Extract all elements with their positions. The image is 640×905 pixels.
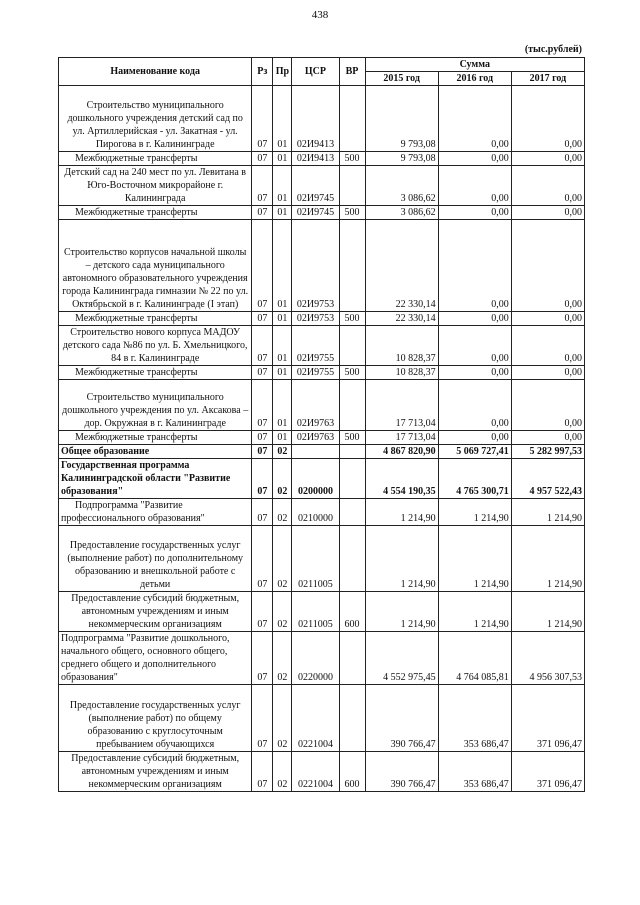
row-rz: 07 — [252, 206, 273, 220]
row-csr: 0211005 — [292, 592, 339, 632]
header-vr: ВР — [339, 58, 365, 86]
row-2017: 0,00 — [511, 366, 584, 380]
table-row — [59, 312, 585, 326]
header-name: Наименование кода — [59, 58, 252, 86]
row-2015: 9 793,08 — [365, 86, 438, 152]
table-row — [59, 152, 585, 166]
row-name: Предоставление государственных услуг (выполнение работ) по дополнительному образованию и внешкольной работе с детьми — [59, 526, 252, 592]
row-2017: 371 096,47 — [511, 752, 584, 792]
row-2017: 4 956 307,53 — [511, 632, 584, 685]
row-vr: 500 — [339, 431, 365, 445]
row-vr — [339, 86, 365, 152]
row-rz: 07 — [252, 459, 273, 499]
row-csr: 02И9745 — [292, 206, 339, 220]
header-rz: Рз — [252, 58, 273, 86]
row-vr: 500 — [339, 206, 365, 220]
row-vr — [339, 632, 365, 685]
row-pr: 02 — [273, 752, 292, 792]
budget-table — [58, 57, 585, 792]
row-rz: 07 — [252, 312, 273, 326]
table-row — [59, 459, 585, 499]
row-pr: 01 — [273, 152, 292, 166]
row-name: Строительство нового корпуса МАДОУ детского сада №86 по ул. Б. Хмельницкого, 84 в г. Калининграде — [59, 326, 252, 366]
row-2016: 0,00 — [438, 431, 511, 445]
row-2017: 371 096,47 — [511, 685, 584, 752]
table-row — [59, 166, 585, 206]
row-2017: 0,00 — [511, 220, 584, 312]
row-csr: 02И9763 — [292, 431, 339, 445]
table-row — [59, 445, 585, 459]
row-pr: 01 — [273, 366, 292, 380]
row-pr: 02 — [273, 499, 292, 526]
row-2017: 0,00 — [511, 86, 584, 152]
row-2017: 5 282 997,53 — [511, 445, 584, 459]
row-2017: 4 957 522,43 — [511, 459, 584, 499]
header-2017: 2017 год — [511, 72, 584, 86]
row-csr: 02И9755 — [292, 326, 339, 366]
row-pr: 01 — [273, 380, 292, 431]
row-pr: 01 — [273, 220, 292, 312]
row-rz: 07 — [252, 632, 273, 685]
row-rz: 07 — [252, 445, 273, 459]
header-csr: ЦСР — [292, 58, 339, 86]
row-pr: 02 — [273, 632, 292, 685]
row-name: Межбюджетные трансферты — [59, 152, 252, 166]
header-sum: Сумма — [365, 58, 584, 72]
row-pr: 01 — [273, 166, 292, 206]
row-vr: 500 — [339, 312, 365, 326]
row-2016: 1 214,90 — [438, 499, 511, 526]
row-pr: 02 — [273, 526, 292, 592]
row-pr: 01 — [273, 326, 292, 366]
page-number: 438 — [311, 9, 329, 21]
header-2016: 2016 год — [438, 72, 511, 86]
row-rz: 07 — [252, 380, 273, 431]
row-2016: 1 214,90 — [438, 526, 511, 592]
row-csr: 0211005 — [292, 526, 339, 592]
row-rz: 07 — [252, 366, 273, 380]
row-pr: 02 — [273, 459, 292, 499]
row-rz: 07 — [252, 752, 273, 792]
row-rz: 07 — [252, 326, 273, 366]
row-name: Общее образование — [59, 445, 252, 459]
row-csr — [292, 445, 339, 459]
row-name: Межбюджетные трансферты — [59, 206, 252, 220]
row-name: Предоставление государственных услуг (выполнение работ) по общему образованию с круглосуточным пребыванием обучающихся — [59, 685, 252, 752]
row-pr: 01 — [273, 431, 292, 445]
table-row — [59, 752, 585, 792]
row-vr: 600 — [339, 752, 365, 792]
row-2017: 0,00 — [511, 312, 584, 326]
row-name: Строительство муниципального дошкольного учреждения детский сад по ул. Артиллерийская - ул. Закатная - ул. Пирогова в г. Калининграде — [59, 86, 252, 152]
row-name: Государственная программа Калининградской области "Развитие образования" — [59, 459, 252, 499]
row-vr — [339, 685, 365, 752]
row-2015: 17 713,04 — [365, 431, 438, 445]
row-2016: 1 214,90 — [438, 592, 511, 632]
header-pr: Пр — [273, 58, 292, 86]
row-name: Межбюджетные трансферты — [59, 312, 252, 326]
row-2016: 4 765 300,71 — [438, 459, 511, 499]
table-row — [59, 326, 585, 366]
row-2015: 3 086,62 — [365, 206, 438, 220]
row-2016: 5 069 727,41 — [438, 445, 511, 459]
row-2015: 9 793,08 — [365, 152, 438, 166]
row-2015: 22 330,14 — [365, 312, 438, 326]
row-2017: 0,00 — [511, 326, 584, 366]
row-2016: 0,00 — [438, 380, 511, 431]
row-2015: 390 766,47 — [365, 752, 438, 792]
table-row — [59, 685, 585, 752]
row-name: Предоставление субсидий бюджетным, автономным учреждениям и иным некоммерческим организациям — [59, 752, 252, 792]
row-2016: 0,00 — [438, 152, 511, 166]
row-csr: 0221004 — [292, 752, 339, 792]
row-pr: 01 — [273, 86, 292, 152]
row-2017: 0,00 — [511, 152, 584, 166]
table-row — [59, 86, 585, 152]
row-rz: 07 — [252, 592, 273, 632]
row-csr: 0210000 — [292, 499, 339, 526]
row-csr: 02И9413 — [292, 86, 339, 152]
row-rz: 07 — [252, 166, 273, 206]
row-2016: 4 764 085,81 — [438, 632, 511, 685]
row-name: Детский сад на 240 мест по ул. Левитана в Юго-Восточном микрорайоне г. Калининграда — [59, 166, 252, 206]
row-pr: 02 — [273, 685, 292, 752]
row-2016: 0,00 — [438, 166, 511, 206]
row-vr — [339, 459, 365, 499]
row-vr: 600 — [339, 592, 365, 632]
row-2017: 0,00 — [511, 431, 584, 445]
row-2016: 0,00 — [438, 206, 511, 220]
row-csr: 0221004 — [292, 685, 339, 752]
row-vr — [339, 166, 365, 206]
row-pr: 02 — [273, 592, 292, 632]
table-row — [59, 499, 585, 526]
row-csr: 0220000 — [292, 632, 339, 685]
row-2016: 0,00 — [438, 366, 511, 380]
table-row — [59, 220, 585, 312]
row-vr — [339, 499, 365, 526]
row-2017: 0,00 — [511, 206, 584, 220]
row-name: Подпрограмма "Развитие дошкольного, начального общего, основного общего, среднего общего и дополнительного образования" — [59, 632, 252, 685]
row-rz: 07 — [252, 220, 273, 312]
row-2017: 1 214,90 — [511, 592, 584, 632]
row-name: Строительство муниципального дошкольного учреждения по ул. Аксакова – дор. Окружная в г. Калининграде — [59, 380, 252, 431]
row-vr — [339, 445, 365, 459]
row-csr: 02И9763 — [292, 380, 339, 431]
table-row — [59, 366, 585, 380]
row-csr: 02И9753 — [292, 220, 339, 312]
row-vr — [339, 326, 365, 366]
row-2015: 22 330,14 — [365, 220, 438, 312]
row-2015: 1 214,90 — [365, 592, 438, 632]
row-csr: 02И9745 — [292, 166, 339, 206]
row-2016: 0,00 — [438, 312, 511, 326]
row-rz: 07 — [252, 152, 273, 166]
row-name: Строительство корпусов начальной школы – детского сада муниципального автономного образовательного учреждения города Калининграда гимназии № 22 по ул. Октябрьской в г. Калининграде (I этап) — [59, 220, 252, 312]
row-2015: 4 867 820,90 — [365, 445, 438, 459]
row-csr: 02И9413 — [292, 152, 339, 166]
row-pr: 01 — [273, 206, 292, 220]
unit-label: (тыс.рублей) — [524, 44, 582, 55]
row-name: Межбюджетные трансферты — [59, 431, 252, 445]
row-2017: 0,00 — [511, 380, 584, 431]
row-2015: 10 828,37 — [365, 326, 438, 366]
row-2015: 4 552 975,45 — [365, 632, 438, 685]
row-2015: 4 554 190,35 — [365, 459, 438, 499]
table-row — [59, 431, 585, 445]
row-csr: 02И9755 — [292, 366, 339, 380]
table-row — [59, 206, 585, 220]
row-vr: 500 — [339, 152, 365, 166]
row-2016: 353 686,47 — [438, 752, 511, 792]
table-row — [59, 380, 585, 431]
row-2015: 390 766,47 — [365, 685, 438, 752]
row-2015: 1 214,90 — [365, 499, 438, 526]
row-2016: 0,00 — [438, 326, 511, 366]
table-row — [59, 632, 585, 685]
row-2015: 10 828,37 — [365, 366, 438, 380]
row-csr: 0200000 — [292, 459, 339, 499]
header-2015: 2015 год — [365, 72, 438, 86]
row-vr: 500 — [339, 366, 365, 380]
row-2015: 3 086,62 — [365, 166, 438, 206]
row-rz: 07 — [252, 526, 273, 592]
row-name: Межбюджетные трансферты — [59, 366, 252, 380]
row-rz: 07 — [252, 499, 273, 526]
row-2017: 1 214,90 — [511, 499, 584, 526]
row-name: Подпрограмма "Развитие профессионального образования" — [59, 499, 252, 526]
table-row — [59, 592, 585, 632]
row-2017: 1 214,90 — [511, 526, 584, 592]
row-pr: 02 — [273, 445, 292, 459]
row-rz: 07 — [252, 86, 273, 152]
table-row — [59, 526, 585, 592]
row-2015: 1 214,90 — [365, 526, 438, 592]
row-vr — [339, 526, 365, 592]
row-2016: 0,00 — [438, 220, 511, 312]
row-2015: 17 713,04 — [365, 380, 438, 431]
table-body — [59, 86, 585, 792]
row-vr — [339, 380, 365, 431]
row-2016: 353 686,47 — [438, 685, 511, 752]
row-pr: 01 — [273, 312, 292, 326]
row-csr: 02И9753 — [292, 312, 339, 326]
row-2017: 0,00 — [511, 166, 584, 206]
row-name: Предоставление субсидий бюджетным, автономным учреждениям и иным некоммерческим организациям — [59, 592, 252, 632]
row-rz: 07 — [252, 685, 273, 752]
row-rz: 07 — [252, 431, 273, 445]
row-vr — [339, 220, 365, 312]
row-2016: 0,00 — [438, 86, 511, 152]
